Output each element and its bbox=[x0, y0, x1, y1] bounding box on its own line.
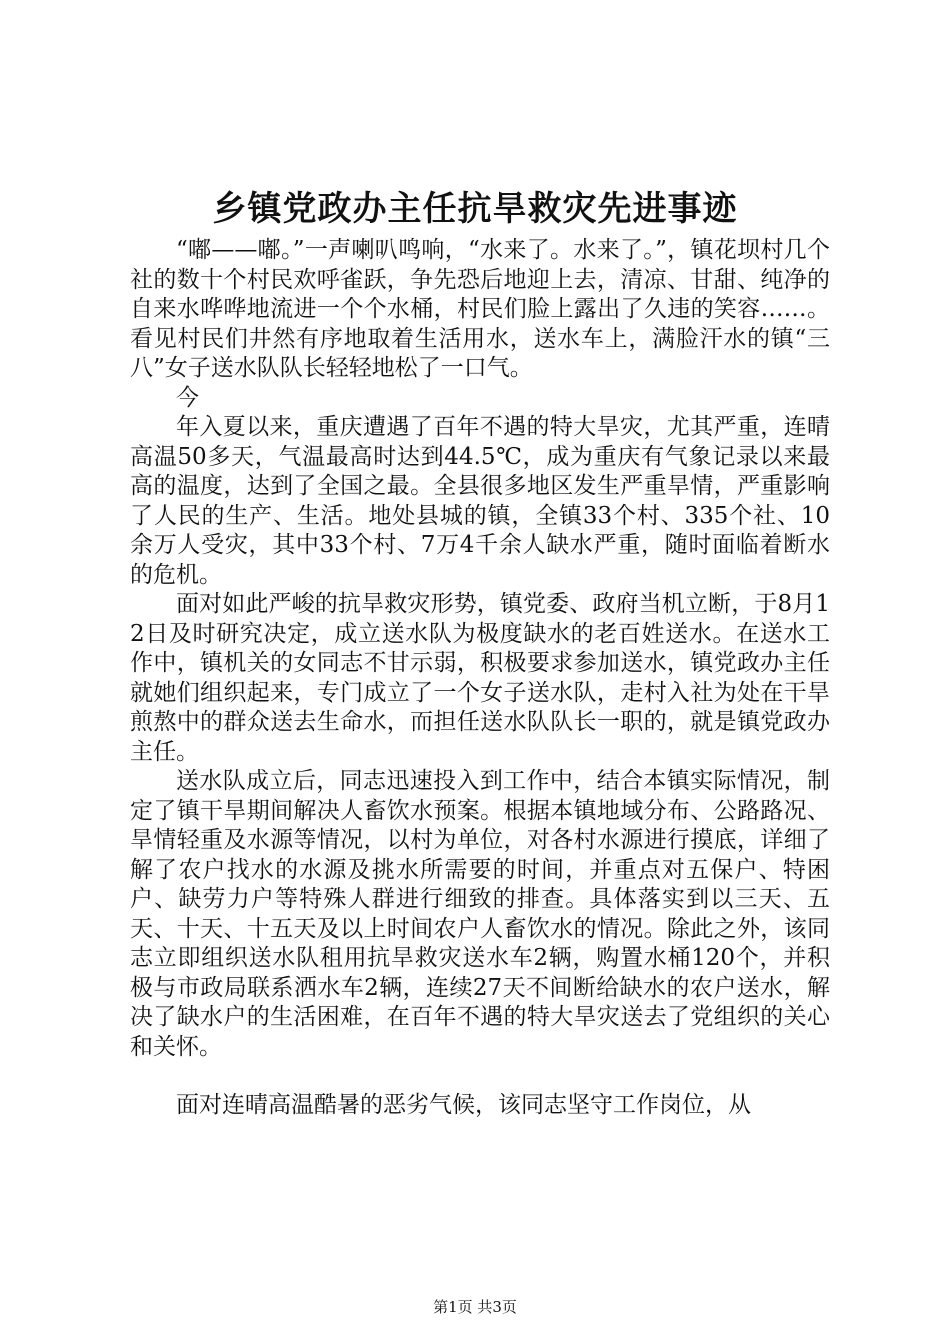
paragraph-team-work: 送水队成立后，同志迅速投入到工作中，结合本镇实际情况，制定了镇干旱期间解决人畜饮水预案。根据本镇地域分布、公路路况、旱情轻重及水源等情况，以村为单位，对各村水源进行摸底，详细了解了农户找水的水源及挑水所需要的时间，并重点对五保户、特困户、缺劳力户等特殊人群进行细致的排查。具体落实到以三天、五天、十天、十五天及以上时间农户人畜饮水的情况。除此之外，该同志立即组织送水队租用抗旱救灾送水车2辆，购置水桶120个，并积极与市政局联系洒水车2辆，连续27天不间断给缺水的农户送水，解决了缺水户的生活困难，在百年不遇的特大旱灾送去了党组织的关心和关怀。 bbox=[130, 768, 830, 1060]
paragraph-opening: “嘟——嘟。”一声喇叭鸣响，“水来了。水来了。”，镇花坝村几个社的数十个村民欢呼雀跃，争先恐后地迎上去，清凉、甘甜、纯净的自来水哗哗地流进一个个水桶，村民们脸上露出了久违的笑容……。看见村民们井然有序地取着生活用水，送水车上，满脸汗水的镇“三八”女子送水队队长轻轻地松了一口气。 bbox=[130, 237, 830, 381]
paragraph-fragment: 今 bbox=[176, 384, 199, 411]
document-body bbox=[130, 236, 830, 1121]
paragraph-team-formed: 面对如此严峻的抗旱救灾形势，镇党委、政府当机立断，于8月12日及时研究决定，成立送水队为极度缺水的老百姓送水。在送水工作中，镇机关的女同志不甘示弱，积极要求参加送水，镇党政办主任就她们组织起来，专门成立了一个女子送水队，走村入社为处在干旱煎熬中的群众送去生命水，而担任送水队队长一职的，就是镇党政办主任。 bbox=[130, 591, 830, 765]
paragraph-drought-situation: 年入夏以来，重庆遭遇了百年不遇的特大旱灾，尤其严重，连晴高温50多天，气温最高时达到44.5℃，成为重庆有气象记录以来最高的温度，达到了全国之最。全县很多地区发生严重旱情，严重影响了人民的生产、生活。地处县城的镇，全镇33个村、335个社、10余万人受灾，其中33个村、7万4千余人缺水严重，随时面临着断水的危机。 bbox=[130, 414, 830, 588]
document-title: 乡镇党政办主任抗旱救灾先进事迹 bbox=[212, 189, 738, 229]
paragraph-continued: 面对连晴高温酷暑的恶劣气候，该同志坚守工作岗位，从 bbox=[176, 1092, 751, 1118]
page-number-footer: 第1页 共3页 bbox=[433, 1298, 517, 1316]
